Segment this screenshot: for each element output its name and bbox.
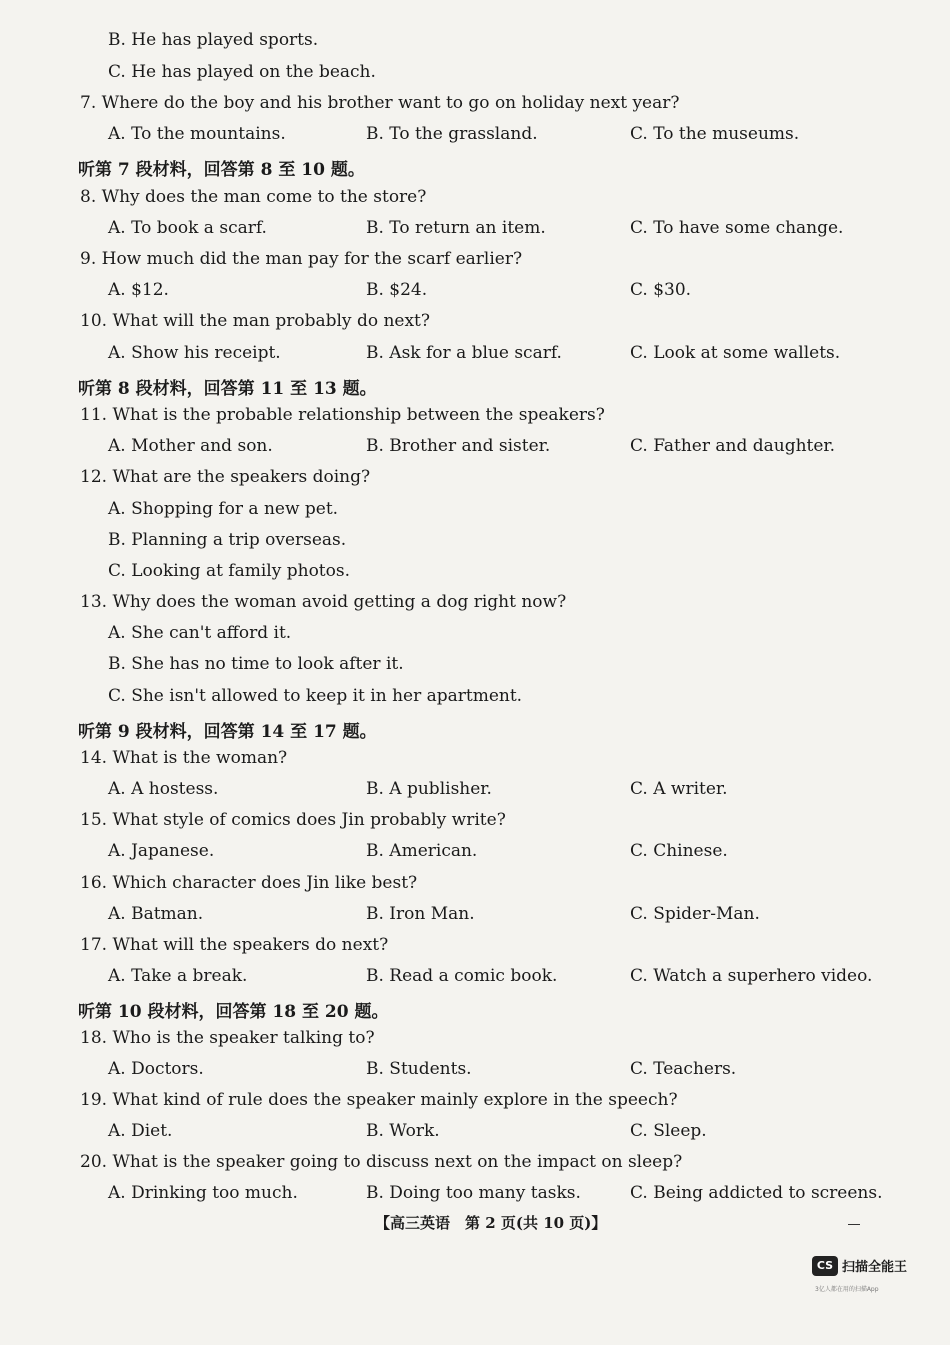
- option-b: B. Brother and sister.: [366, 436, 551, 456]
- option-a: A. Take a break.: [108, 966, 248, 986]
- option: B. He has played sports.: [108, 30, 319, 50]
- option-a: A. To book a scarf.: [108, 218, 267, 238]
- option-b: B. $24.: [366, 280, 428, 300]
- option-c: C. Watch a superhero video.: [630, 966, 873, 986]
- section-heading: 听第 8 段材料，回答第 11 至 13 题。: [78, 379, 377, 399]
- option-c: C. Look at some wallets.: [630, 343, 841, 363]
- question: 7. Where do the boy and his brother want to go on holiday next year?: [80, 93, 680, 113]
- option: C. He has played on the beach.: [108, 62, 376, 82]
- page-footer: 【高三英语 第 2 页(共 10 页)】: [375, 1214, 607, 1232]
- option-c: C. Father and daughter.: [630, 436, 836, 456]
- option: B. She has no time to look after it.: [108, 654, 404, 674]
- option-a: A. To the mountains.: [108, 124, 286, 144]
- option-b: B. To return an item.: [366, 218, 546, 238]
- option-a: A. Diet.: [108, 1121, 173, 1141]
- option-c: C. Chinese.: [630, 841, 728, 861]
- section-heading: 听第 9 段材料，回答第 14 至 17 题。: [78, 722, 377, 742]
- question: 10. What will the man probably do next?: [80, 311, 431, 331]
- question: 15. What style of comics does Jin probably write?: [80, 810, 506, 830]
- option-b: B. Work.: [366, 1121, 440, 1141]
- option: C. She isn't allowed to keep it in her apartment.: [108, 686, 523, 706]
- option-c: C. To the museums.: [630, 124, 800, 144]
- option-c: C. $30.: [630, 280, 692, 300]
- question: 14. What is the woman?: [80, 748, 288, 768]
- scanner-brand: 扫描全能王: [842, 1260, 908, 1275]
- option-b: B. Read a comic book.: [366, 966, 558, 986]
- option-b: B. Iron Man.: [366, 904, 475, 924]
- option-a: A. A hostess.: [108, 779, 219, 799]
- option: B. Planning a trip overseas.: [108, 530, 347, 550]
- option-b: B. A publisher.: [366, 779, 492, 799]
- option: C. Looking at family photos.: [108, 561, 351, 581]
- option-c: C. Being addicted to screens.: [630, 1183, 883, 1203]
- option-a: A. Show his receipt.: [108, 343, 281, 363]
- option-a: A. $12.: [108, 280, 169, 300]
- question: 18. Who is the speaker talking to?: [80, 1028, 375, 1048]
- question: 17. What will the speakers do next?: [80, 935, 389, 955]
- question: 11. What is the probable relationship between the speakers?: [80, 405, 605, 425]
- option-c: C. Spider-Man.: [630, 904, 760, 924]
- option-a: A. Batman.: [108, 904, 204, 924]
- question: 19. What kind of rule does the speaker mainly explore in the speech?: [80, 1090, 678, 1110]
- option-c: C. Teachers.: [630, 1059, 737, 1079]
- question: 9. How much did the man pay for the scarf earlier?: [80, 249, 523, 269]
- option-a: A. Doctors.: [108, 1059, 204, 1079]
- option: A. Shopping for a new pet.: [108, 499, 339, 519]
- question: 12. What are the speakers doing?: [80, 467, 371, 487]
- question: 13. Why does the woman avoid getting a dog right now?: [80, 592, 567, 612]
- margin-mark: [848, 1224, 860, 1225]
- section-heading: 听第 10 段材料，回答第 18 至 20 题。: [78, 1002, 389, 1022]
- question: 8. Why does the man come to the store?: [80, 187, 427, 207]
- option-c: C. Sleep.: [630, 1121, 707, 1141]
- scanner-tagline: 3亿人都在用的扫描App: [815, 1286, 879, 1293]
- option-b: B. Students.: [366, 1059, 472, 1079]
- question: 16. Which character does Jin like best?: [80, 873, 418, 893]
- option-b: B. Ask for a blue scarf.: [366, 343, 562, 363]
- scanner-logo-icon: CS: [812, 1256, 838, 1276]
- option: A. She can't afford it.: [108, 623, 292, 643]
- option-b: B. American.: [366, 841, 478, 861]
- option-a: A. Mother and son.: [108, 436, 273, 456]
- option-c: C. A writer.: [630, 779, 728, 799]
- option-c: C. To have some change.: [630, 218, 844, 238]
- option-b: B. To the grassland.: [366, 124, 538, 144]
- option-b: B. Doing too many tasks.: [366, 1183, 581, 1203]
- option-a: A. Japanese.: [108, 841, 215, 861]
- question: 20. What is the speaker going to discuss next on the impact on sleep?: [80, 1152, 683, 1172]
- section-heading: 听第 7 段材料，回答第 8 至 10 题。: [78, 160, 365, 180]
- option-a: A. Drinking too much.: [108, 1183, 298, 1203]
